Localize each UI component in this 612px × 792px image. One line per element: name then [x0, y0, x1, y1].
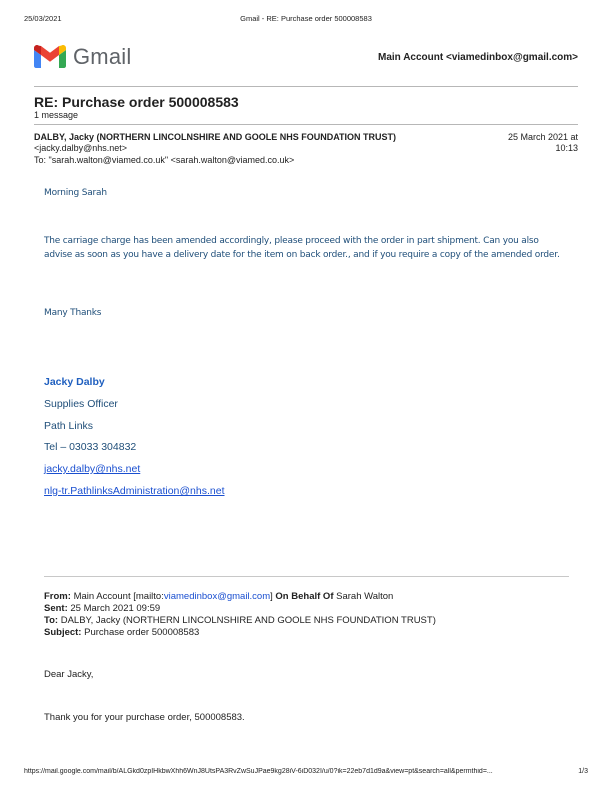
body-thanks: Many Thanks — [44, 308, 102, 318]
print-title: Gmail - RE: Purchase order 500008583 — [240, 14, 372, 23]
gmail-logo-icon — [34, 44, 66, 68]
quoted-sent-line — [44, 603, 160, 614]
quoted-sent-value: 25 March 2021 09:59 — [70, 603, 161, 614]
body-greeting: Morning Sarah — [44, 188, 107, 198]
quoted-to-line — [44, 615, 436, 626]
subject-divider — [34, 124, 578, 125]
quoted-from-line — [44, 591, 393, 602]
message-date-line1: 25 March 2021 at — [507, 132, 578, 142]
message-date-line2: 10:13 — [555, 143, 578, 153]
print-date: 25/03/2021 — [24, 14, 62, 23]
quoted-greeting: Dear Jacky, — [44, 669, 94, 680]
quoted-behalf-name: Sarah Walton — [336, 591, 394, 602]
signature-admin-email-link[interactable]: nlg-tr.PathlinksAdministration@nhs.net — [44, 485, 225, 497]
sender-name: DALBY, Jacky (NORTHERN LINCOLNSHIRE AND GOOLE NHS FOUNDATION TRUST) — [34, 132, 397, 142]
signature-phone: Tel – 03033 304832 — [44, 441, 137, 453]
quoted-from-label: From: — [44, 591, 71, 602]
recipient-line: To: "sarah.walton@viamed.co.uk" <sarah.walton@viamed.co.uk> — [34, 155, 295, 165]
message-date — [508, 132, 578, 154]
quoted-from-pre: Main Account [mailto: — [73, 591, 164, 602]
quoted-from-email-link[interactable]: viamedinbox@gmail.com — [163, 591, 271, 602]
quoted-divider — [44, 576, 569, 577]
quoted-to-value: DALBY, Jacky (NORTHERN LINCOLNSHIRE AND GOOLE NHS FOUNDATION TRUST) — [60, 615, 436, 626]
quoted-subject-line — [44, 627, 199, 638]
sender-email: <jacky.dalby@nhs.net> — [34, 143, 128, 153]
quoted-behalf-label: On Behalf Of — [275, 591, 334, 602]
quoted-body-line: Thank you for your purchase order, 500008583. — [44, 712, 245, 723]
quoted-subject-label: Subject: — [44, 627, 82, 638]
quoted-sent-label: Sent: — [44, 603, 68, 614]
quoted-to-label: To: — [44, 615, 59, 626]
quoted-subject-value: Purchase order 500008583 — [84, 627, 200, 638]
message-count: 1 message — [34, 110, 79, 120]
account-label: Main Account <viamedinbox@gmail.com> — [378, 52, 578, 63]
gmail-wordmark: Gmail — [73, 44, 132, 69]
quoted-from-post: ] — [270, 591, 273, 602]
signature-title: Supplies Officer — [44, 398, 118, 410]
body-paragraph: The carriage charge has been amended accordingly, please proceed with the order in part shipment. Can you also advise as soon as you have a delivery date for the item on back order., and if you require a copy of the amended order. — [44, 236, 560, 260]
header-divider — [34, 86, 578, 87]
signature-name: Jacky Dalby — [44, 376, 105, 388]
print-page-number: 1/3 — [578, 768, 588, 775]
signature-dept: Path Links — [44, 420, 94, 432]
print-url: https://mail.google.com/mail/b/ALGkd0zpIHkbwXhh6WnJ8UtsPA3RvZwSuJPae9kg28iV-6iD032I/u/0?ik=22eb7d1d9a&view=pt&search=all&permthid=... — [24, 768, 493, 775]
signature-email-link[interactable]: jacky.dalby@nhs.net — [44, 463, 141, 475]
thread-subject: RE: Purchase order 500008583 — [34, 94, 239, 110]
